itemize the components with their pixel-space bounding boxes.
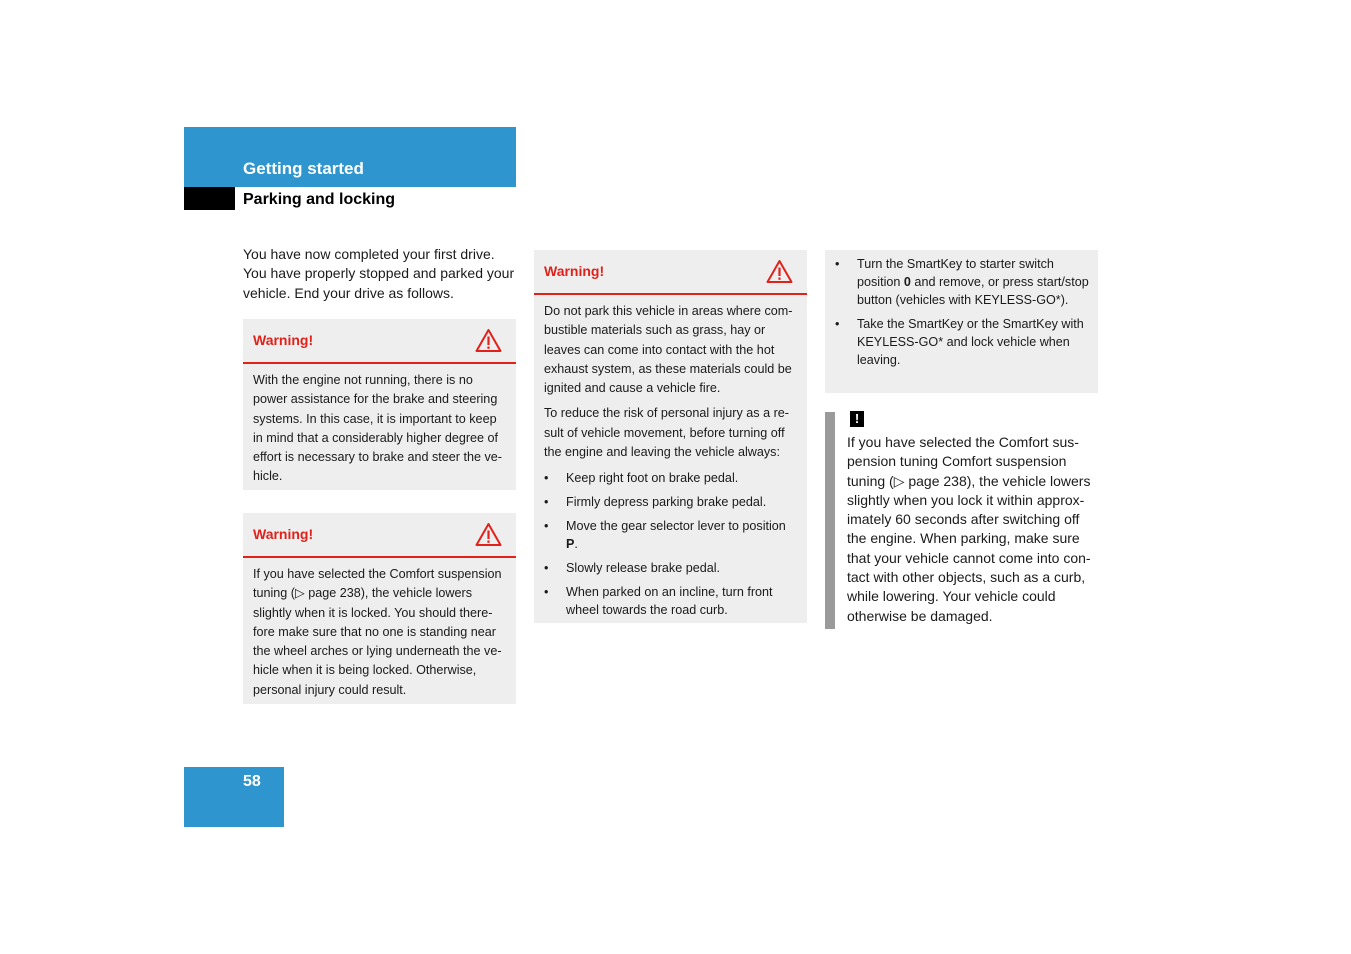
warning-title: Warning!	[253, 332, 314, 348]
note-bar	[825, 412, 835, 629]
warning-box-engine-off	[243, 319, 516, 490]
warning-box-comfort-suspension	[243, 513, 516, 704]
warning-header	[243, 513, 516, 558]
bullet-icon: •	[544, 495, 549, 510]
warning-title: Warning!	[253, 526, 314, 542]
list-item: • Move the gear selector lever to position P.	[544, 519, 786, 552]
bullet-icon: •	[544, 471, 549, 486]
warning-paragraph: To reduce the risk of personal injury as a re-sult of vehicle movement, before turning off the engine and leaving the vehicle always:	[544, 406, 789, 460]
bullet-icon: •	[835, 257, 840, 271]
bullet-icon: •	[544, 561, 549, 576]
warning-box-parking-fire	[534, 250, 807, 623]
list-item: • When parked on an incline, turn front wheel towards the road curb.	[544, 585, 773, 618]
warning-body	[534, 295, 807, 627]
bullet-icon: •	[544, 585, 549, 600]
warning-body	[243, 364, 516, 495]
note-text: If you have selected the Comfort sus-pension tuning Comfort suspension tuning (▷ page 238), the vehicle lowers slightly when you lock it within approx-imately 60 seconds after switching off the engine. When parking, make sure that your vehicle cannot come into con-tact with other objects, such as a curb, while lowering. Your vehicle could otherwise be damaged.	[847, 434, 1091, 624]
warning-triangle-icon	[766, 259, 793, 284]
warning-body	[243, 558, 516, 708]
warning-title: Warning!	[544, 263, 605, 279]
warning-paragraph: Do not park this vehicle in areas where com-bustible materials such as grass, hay or leaves can come into contact with the hot exhaust system, as these materials could be ignited and cause a vehicle fire.	[544, 304, 793, 396]
warning-triangle-icon	[475, 522, 502, 547]
list-item: • Slowly release brake pedal.	[544, 561, 721, 576]
section-marker	[184, 187, 235, 210]
list-item: • Take the SmartKey or the SmartKey with KEYLESS-GO* and lock vehicle when leaving.	[835, 317, 1084, 367]
page-number-band	[184, 767, 284, 827]
warning-triangle-icon	[475, 328, 502, 353]
intro-paragraph: You have now completed your first drive. You have properly stopped and parked your vehicle. End your drive as follows.	[243, 246, 515, 301]
warning-text: If you have selected the Comfort suspension tuning (▷ page 238), the vehicle lowers slightly when it is locked. You should there-fore make sure that no one is standing near the wheel arches or lying underneath the ve-hicle when it is being locked. Otherwise, personal injury could result.	[253, 567, 502, 697]
section-title: Getting started	[243, 159, 364, 178]
bullet-icon: •	[544, 519, 549, 534]
bullet-list	[825, 250, 1098, 369]
subsection-title: Parking and locking	[243, 191, 396, 208]
list-item: • Firmly depress parking brake pedal.	[544, 495, 767, 510]
exclamation-icon: !	[850, 411, 864, 427]
warning-text: With the engine not running, there is no power assistance for the brake and steering systems. In this case, it is important to keep in mind that a considerably higher degree of effort is necessary to brake and steer the ve-hicle.	[253, 373, 502, 484]
warning-header	[243, 319, 516, 364]
list-item: • Turn the SmartKey to starter switch position 0 and remove, or press start/stop button (vehicles with KEYLESS-GO*).	[835, 257, 1089, 307]
page-number: 58	[243, 773, 261, 790]
bullet-list	[544, 469, 798, 619]
steps-box	[825, 250, 1098, 393]
bullet-icon: •	[835, 317, 840, 331]
warning-header	[534, 250, 807, 295]
list-item: • Keep right foot on brake pedal.	[544, 471, 739, 486]
